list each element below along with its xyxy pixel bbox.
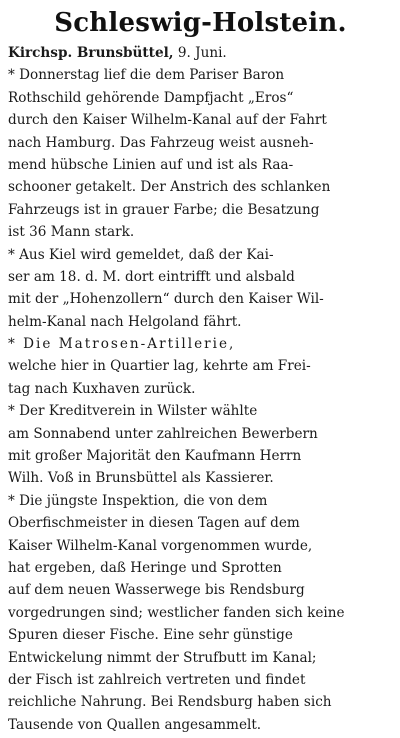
article-line: Rothschild gehörende Dampfjacht „Eros“	[8, 89, 294, 106]
article-line: ser am 18. d. M. dort eintrifft und alsbald	[8, 268, 295, 285]
article-line: mit großer Majorität den Kaufmann Herrn	[8, 448, 302, 465]
article-line: ist 36 Mann stark.	[8, 224, 135, 241]
article-line: der Fisch ist zahlreich vertreten und findet	[8, 671, 306, 688]
article-line: mit der „Hohenzollern“ durch den Kaiser Wil-	[8, 291, 324, 308]
article-line: helm-Kanal nach Helgoland fährt.	[8, 313, 242, 330]
article-line: schooner getakelt. Der Anstrich des schlanken	[8, 179, 331, 196]
article-line: * Der Kreditverein in Wilster wählte	[8, 403, 258, 420]
article-line: vorgedrungen sind; westlicher fanden sich keine	[8, 604, 345, 621]
dateline	[8, 42, 393, 64]
dateline-date: 9. Juni.	[177, 45, 227, 61]
article-line: * Die Matrosen-Artillerie,	[8, 336, 236, 353]
article-line: * Aus Kiel wird gemeldet, daß der Kai-	[8, 246, 274, 263]
section-headline: Schleswig-Holstein.	[54, 8, 347, 38]
article-line: nach Hamburg. Das Fahrzeug weist ausneh-	[8, 134, 314, 151]
article-body	[8, 42, 393, 736]
article-line: Spuren dieser Fische. Eine sehr günstige	[8, 627, 293, 644]
article-line: auf dem neuen Wasserwege bis Rendsburg	[8, 582, 305, 599]
article-line: am Sonnabend unter zahlreichen Bewerbern	[8, 425, 318, 442]
article-line: tag nach Kuxhaven zurück.	[8, 380, 196, 397]
article-line: Kaiser Wilhelm-Kanal vorgenommen wurde,	[8, 537, 313, 554]
article-line: Tausende von Quallen angesammelt.	[8, 716, 262, 733]
article-line: * Die jüngste Inspektion, die von dem	[8, 492, 268, 509]
article-line: * Donnerstag lief die dem Pariser Baron	[8, 67, 285, 84]
article-line: durch den Kaiser Wilhelm-Kanal auf der Fahrt	[8, 112, 327, 129]
article-line: Wilh. Voß in Brunsbüttel als Kassierer.	[8, 470, 274, 487]
dateline-place: Kirchsp. Brunsbüttel,	[8, 45, 174, 61]
article-line: Entwickelung nimmt der Strufbutt im Kanal;	[8, 649, 317, 666]
article-line: welche hier in Quartier lag, kehrte am Frei-	[8, 358, 311, 375]
article-line: Fahrzeugs ist in grauer Farbe; die Besatzung	[8, 201, 320, 218]
article-line: reichliche Nahrung. Bei Rendsburg haben sich	[8, 694, 332, 711]
article-line: hat ergeben, daß Heringe und Sprotten	[8, 559, 282, 576]
article-line: mend hübsche Linien auf und ist als Raa-	[8, 156, 294, 173]
article-line: Oberfischmeister in diesen Tagen auf dem	[8, 515, 300, 532]
